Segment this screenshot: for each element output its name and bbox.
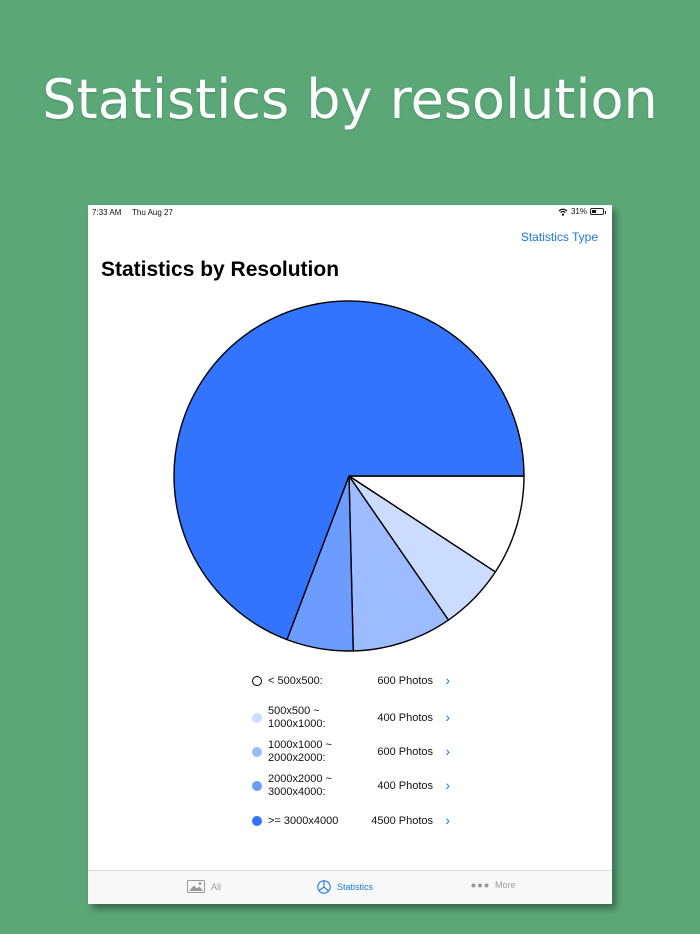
status-bar xyxy=(88,205,612,219)
legend-label-line: >= 3000x4000 xyxy=(268,815,339,827)
legend-label-line: < 500x500: xyxy=(268,675,323,687)
legend-swatch xyxy=(252,676,262,686)
page-title: Statistics by Resolution xyxy=(101,258,340,281)
legend-label xyxy=(268,773,332,799)
legend-label-line: 1000x1000 ~ xyxy=(268,739,332,751)
headline: Statistics by resolution xyxy=(42,68,658,131)
legend-label xyxy=(268,705,326,731)
wifi-icon xyxy=(558,208,568,216)
legend-row-3[interactable] xyxy=(250,773,450,801)
legend-swatch xyxy=(252,747,262,757)
tab-bar xyxy=(88,870,612,904)
status-right xyxy=(558,207,604,216)
chevron-right-icon[interactable]: › xyxy=(445,812,450,828)
legend-row-2[interactable] xyxy=(250,739,450,767)
tab-statistics-label: Statistics xyxy=(337,882,374,892)
chevron-right-icon[interactable]: › xyxy=(445,672,450,688)
tab-all[interactable] xyxy=(187,880,221,893)
legend-swatch xyxy=(252,713,262,723)
status-date: Thu Aug 27 xyxy=(132,208,173,217)
legend-label-line: 1000x1000: xyxy=(268,718,326,730)
chevron-right-icon[interactable]: › xyxy=(445,743,450,759)
tab-all-label: All xyxy=(211,881,222,892)
legend-label xyxy=(268,815,338,828)
legend-count: 600 Photos xyxy=(377,675,433,687)
resolution-pie-chart xyxy=(172,299,526,653)
device-screen xyxy=(88,205,612,904)
pie-chart-icon xyxy=(317,880,331,894)
legend-count: 400 Photos xyxy=(377,780,433,792)
legend-row-0[interactable] xyxy=(250,672,450,691)
battery-icon xyxy=(590,208,604,215)
tab-more-label: More xyxy=(495,880,516,890)
legend-row-1[interactable] xyxy=(250,705,450,733)
status-time: 7:33 AM xyxy=(92,208,122,217)
legend-label-line: 2000x2000 ~ xyxy=(268,773,332,785)
legend-label xyxy=(268,675,323,688)
chevron-right-icon[interactable]: › xyxy=(445,709,450,725)
legend-row-4[interactable] xyxy=(250,812,450,831)
legend-label-line: 2000x2000: xyxy=(268,752,326,764)
chevron-right-icon[interactable]: › xyxy=(445,777,450,793)
tab-more[interactable] xyxy=(471,880,516,890)
legend-label-line: 500x500 ~ xyxy=(268,705,320,717)
statistics-type-button[interactable]: Statistics Type xyxy=(520,230,598,244)
more-dots-icon xyxy=(471,883,489,888)
photo-icon xyxy=(187,880,205,893)
tab-statistics[interactable] xyxy=(317,880,373,894)
legend-count: 600 Photos xyxy=(377,746,433,758)
legend-swatch xyxy=(252,816,262,826)
legend-label-line: 3000x4000: xyxy=(268,786,326,798)
legend-label xyxy=(268,739,332,765)
battery-percent: 31% xyxy=(570,207,587,216)
legend-count: 4500 Photos xyxy=(371,815,433,827)
legend-count: 400 Photos xyxy=(377,712,433,724)
legend-swatch xyxy=(252,781,262,791)
